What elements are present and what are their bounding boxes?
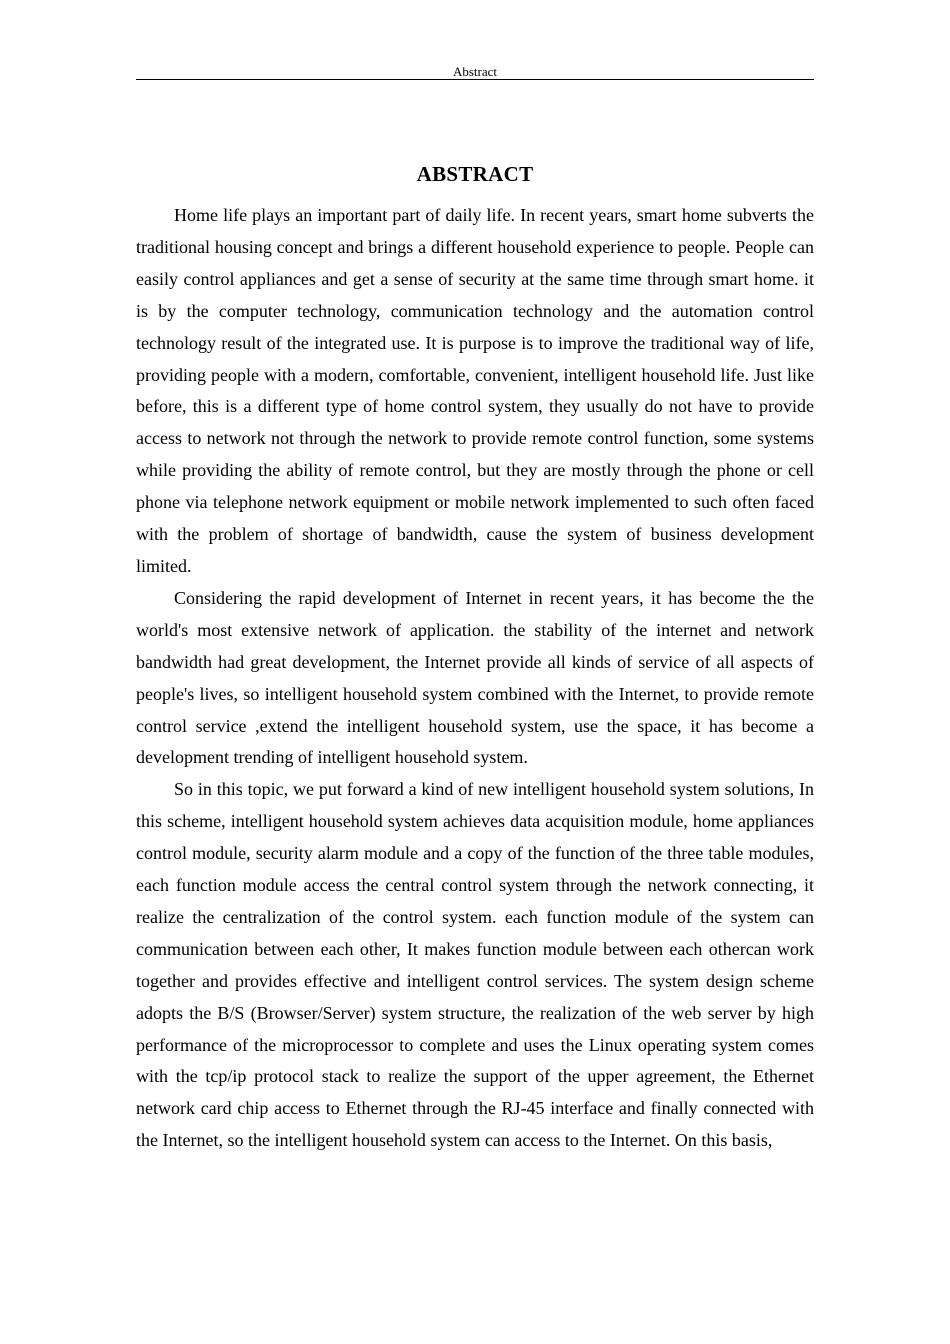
abstract-title: ABSTRACT xyxy=(416,162,534,186)
paragraph-1: Home life plays an important part of daily life. In recent years, smart home subverts the traditional housing concept and brings a different household experience to people. People can easily control appliances and get a sense of security at the same time through smart home. it is by the computer technology, communication technology and the automation control technology result of the integrated use. It is purpose is to improve the traditional way of life, providing people with a modern, comfortable, convenient, intelligent household life. Just like before, this is a different type of home control system, they usually do not have to provide access to network not through the network to provide remote control function, some systems while providing the ability of remote control, but they are mostly through the phone or cell phone via telephone network equipment or mobile network implemented to such often faced with the problem of shortage of bandwidth, cause the system of business development limited. xyxy=(136,205,814,576)
running-header: Abstract xyxy=(452,64,498,79)
paragraph-2: Considering the rapid development of Internet in recent years, it has become the the world's most extensive network of application. the stability of the internet and network bandwidth had great development, the Internet provide all kinds of service of all aspects of people's lives, so intelligent household system combined with the Internet, to provide remote control service ,extend the intelligent household system, use the space, it has become a development trending of intelligent household system. xyxy=(136,587,814,768)
paragraph-3: So in this topic, we put forward a kind of new intelligent household system solutions, In this scheme, intelligent household system achieves data acquisition module, home appliances control module, security alarm module and a copy of the function of the three table modules, each function module access the central control system through the network connecting, it realize the centralization of the control system. each function module of the system can communication between each other, It makes function module between each othercan work together and provides effective and intelligent control services. The system design scheme adopts the B/S (Browser/Server) system structure, the realization of the web server by high performance of the microprocessor to complete and uses the Linux operating system comes with the tcp/ip protocol stack to realize the support of the upper agreement, the Ethernet network card chip access to Ethernet through the RJ-45 interface and finally connected with the Internet, so the intelligent household system can access to the Internet. On this basis, xyxy=(136,779,814,1151)
header-rule xyxy=(136,79,814,80)
abstract-body xyxy=(136,200,814,1157)
